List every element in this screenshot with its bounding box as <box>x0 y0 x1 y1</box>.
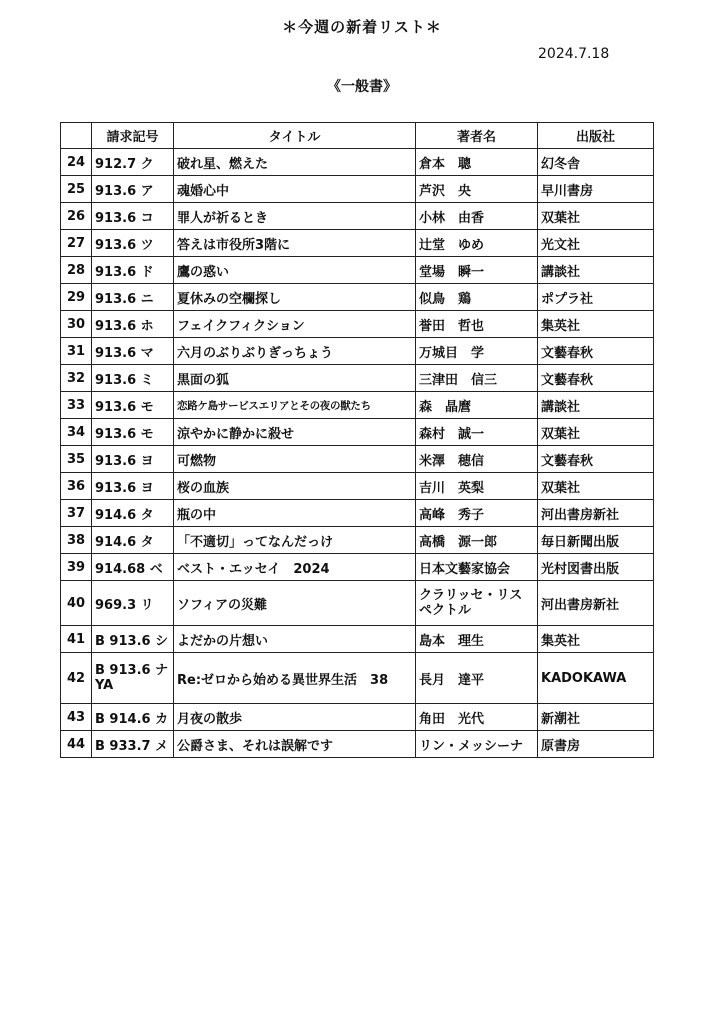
column-header-author: 著者名 <box>416 123 538 149</box>
book-title: 夏休みの空欄探し <box>174 284 416 311</box>
call-number: 914.68 ベ <box>92 554 174 581</box>
row-number: 26 <box>61 203 92 230</box>
table-row <box>61 203 654 230</box>
table-row <box>61 554 654 581</box>
author-name: 日本文藝家協会 <box>416 554 538 581</box>
publisher-name: 双葉社 <box>538 203 654 230</box>
author-name: 高橋 源一郎 <box>416 527 538 554</box>
book-title: 公爵さま、それは誤解です <box>174 731 416 758</box>
book-title: 恋路ケ島サービスエリアとその夜の獣たち <box>174 392 416 419</box>
book-title: 瓶の中 <box>174 500 416 527</box>
author-name: 芦沢 央 <box>416 176 538 203</box>
row-number: 34 <box>61 419 92 446</box>
author-name: リン・メッシーナ <box>416 731 538 758</box>
table-row <box>61 704 654 731</box>
call-number: 913.6 マ <box>92 338 174 365</box>
author-name: 高峰 秀子 <box>416 500 538 527</box>
page-title: ＊今週の新着リスト＊ <box>282 18 442 36</box>
call-number: 912.7 ク <box>92 149 174 176</box>
row-number: 30 <box>61 311 92 338</box>
column-header-publisher: 出版社 <box>538 123 654 149</box>
call-number: B 914.6 カ <box>92 704 174 731</box>
row-number: 32 <box>61 365 92 392</box>
publisher-name: 光村図書出版 <box>538 554 654 581</box>
author-name: 倉本 聰 <box>416 149 538 176</box>
table-row <box>61 257 654 284</box>
publisher-name: 双葉社 <box>538 473 654 500</box>
table-row <box>61 527 654 554</box>
book-title: 月夜の散歩 <box>174 704 416 731</box>
table-header-row <box>61 123 654 149</box>
publisher-name: 原書房 <box>538 731 654 758</box>
table-row <box>61 284 654 311</box>
call-number: 913.6 ツ <box>92 230 174 257</box>
book-title: 「不適切」ってなんだっけ <box>174 527 416 554</box>
category-heading: 《一般書》 <box>327 79 397 95</box>
call-number: 913.6 ド <box>92 257 174 284</box>
row-number: 40 <box>61 581 92 626</box>
book-title: Re:ゼロから始める異世界生活 38 <box>174 653 416 704</box>
row-number: 35 <box>61 446 92 473</box>
author-name: 堂場 瞬一 <box>416 257 538 284</box>
author-name: 万城目 学 <box>416 338 538 365</box>
call-number: B 913.6 ナYA <box>92 653 174 704</box>
publisher-name: 集英社 <box>538 626 654 653</box>
row-number: 44 <box>61 731 92 758</box>
table-row <box>61 392 654 419</box>
author-name: 吉川 英梨 <box>416 473 538 500</box>
call-number: 913.6 モ <box>92 419 174 446</box>
table-row <box>61 653 654 704</box>
author-name: 米澤 穂信 <box>416 446 538 473</box>
book-title: 罪人が祈るとき <box>174 203 416 230</box>
book-title: フェイクフィクション <box>174 311 416 338</box>
book-title: 破れ星、燃えた <box>174 149 416 176</box>
row-number: 42 <box>61 653 92 704</box>
publisher-name: 集英社 <box>538 311 654 338</box>
row-number: 29 <box>61 284 92 311</box>
row-number: 24 <box>61 149 92 176</box>
call-number: B 913.6 シ <box>92 626 174 653</box>
row-number: 38 <box>61 527 92 554</box>
list-date: 2024.7.18 <box>538 46 610 62</box>
publisher-name: 早川書房 <box>538 176 654 203</box>
author-name: 島本 理生 <box>416 626 538 653</box>
publisher-name: 講談社 <box>538 392 654 419</box>
book-title: よだかの片想い <box>174 626 416 653</box>
publisher-name: ポプラ社 <box>538 284 654 311</box>
row-number: 33 <box>61 392 92 419</box>
book-title: 答えは市役所3階に <box>174 230 416 257</box>
table-body <box>61 149 654 758</box>
column-header-title: タイトル <box>174 123 416 149</box>
publisher-name: 光文社 <box>538 230 654 257</box>
table-row <box>61 419 654 446</box>
call-number: 914.6 タ <box>92 500 174 527</box>
publisher-name: 河出書房新社 <box>538 500 654 527</box>
row-number: 36 <box>61 473 92 500</box>
table-row <box>61 626 654 653</box>
author-name: 長月 達平 <box>416 653 538 704</box>
table-row <box>61 230 654 257</box>
table-row <box>61 149 654 176</box>
author-name: 辻堂 ゆめ <box>416 230 538 257</box>
row-number: 37 <box>61 500 92 527</box>
table-row <box>61 176 654 203</box>
row-number: 27 <box>61 230 92 257</box>
author-name: 小林 由香 <box>416 203 538 230</box>
row-number: 25 <box>61 176 92 203</box>
publisher-name: 河出書房新社 <box>538 581 654 626</box>
author-name: 森 晶麿 <box>416 392 538 419</box>
publisher-name: 文藝春秋 <box>538 338 654 365</box>
column-header-number <box>61 123 92 149</box>
publisher-name: 毎日新聞出版 <box>538 527 654 554</box>
table-row <box>61 338 654 365</box>
call-number: 913.6 ア <box>92 176 174 203</box>
book-title: ベスト・エッセイ 2024 <box>174 554 416 581</box>
book-title: 涼やかに静かに殺せ <box>174 419 416 446</box>
book-title: 可燃物 <box>174 446 416 473</box>
row-number: 43 <box>61 704 92 731</box>
publisher-name: 双葉社 <box>538 419 654 446</box>
table-row <box>61 311 654 338</box>
call-number: 913.6 ヨ <box>92 473 174 500</box>
row-number: 41 <box>61 626 92 653</box>
call-number: 914.6 タ <box>92 527 174 554</box>
call-number: 969.3 リ <box>92 581 174 626</box>
row-number: 28 <box>61 257 92 284</box>
call-number: B 933.7 メ <box>92 731 174 758</box>
row-number: 39 <box>61 554 92 581</box>
book-list-table <box>60 122 654 758</box>
column-header-call-number: 請求記号 <box>92 123 174 149</box>
publisher-name: 講談社 <box>538 257 654 284</box>
book-title: 鷹の惑い <box>174 257 416 284</box>
table-row <box>61 500 654 527</box>
publisher-name: KADOKAWA <box>538 653 654 704</box>
author-name: 角田 光代 <box>416 704 538 731</box>
author-name: 似鳥 鶏 <box>416 284 538 311</box>
call-number: 913.6 ミ <box>92 365 174 392</box>
book-title: 桜の血族 <box>174 473 416 500</box>
book-title: ソフィアの災難 <box>174 581 416 626</box>
publisher-name: 文藝春秋 <box>538 365 654 392</box>
book-title: 六月のぶりぶりぎっちょう <box>174 338 416 365</box>
table-row <box>61 731 654 758</box>
author-name: クラリッセ・リスペクトル <box>416 581 538 626</box>
author-name: 三津田 信三 <box>416 365 538 392</box>
publisher-name: 新潮社 <box>538 704 654 731</box>
publisher-name: 幻冬舎 <box>538 149 654 176</box>
call-number: 913.6 ニ <box>92 284 174 311</box>
call-number: 913.6 コ <box>92 203 174 230</box>
table-row <box>61 446 654 473</box>
publisher-name: 文藝春秋 <box>538 446 654 473</box>
author-name: 誉田 哲也 <box>416 311 538 338</box>
book-title: 魂婚心中 <box>174 176 416 203</box>
table-row <box>61 473 654 500</box>
call-number: 913.6 ヨ <box>92 446 174 473</box>
row-number: 31 <box>61 338 92 365</box>
book-title: 黒面の狐 <box>174 365 416 392</box>
call-number: 913.6 モ <box>92 392 174 419</box>
call-number: 913.6 ホ <box>92 311 174 338</box>
author-name: 森村 誠一 <box>416 419 538 446</box>
table-row <box>61 581 654 626</box>
table-row <box>61 365 654 392</box>
